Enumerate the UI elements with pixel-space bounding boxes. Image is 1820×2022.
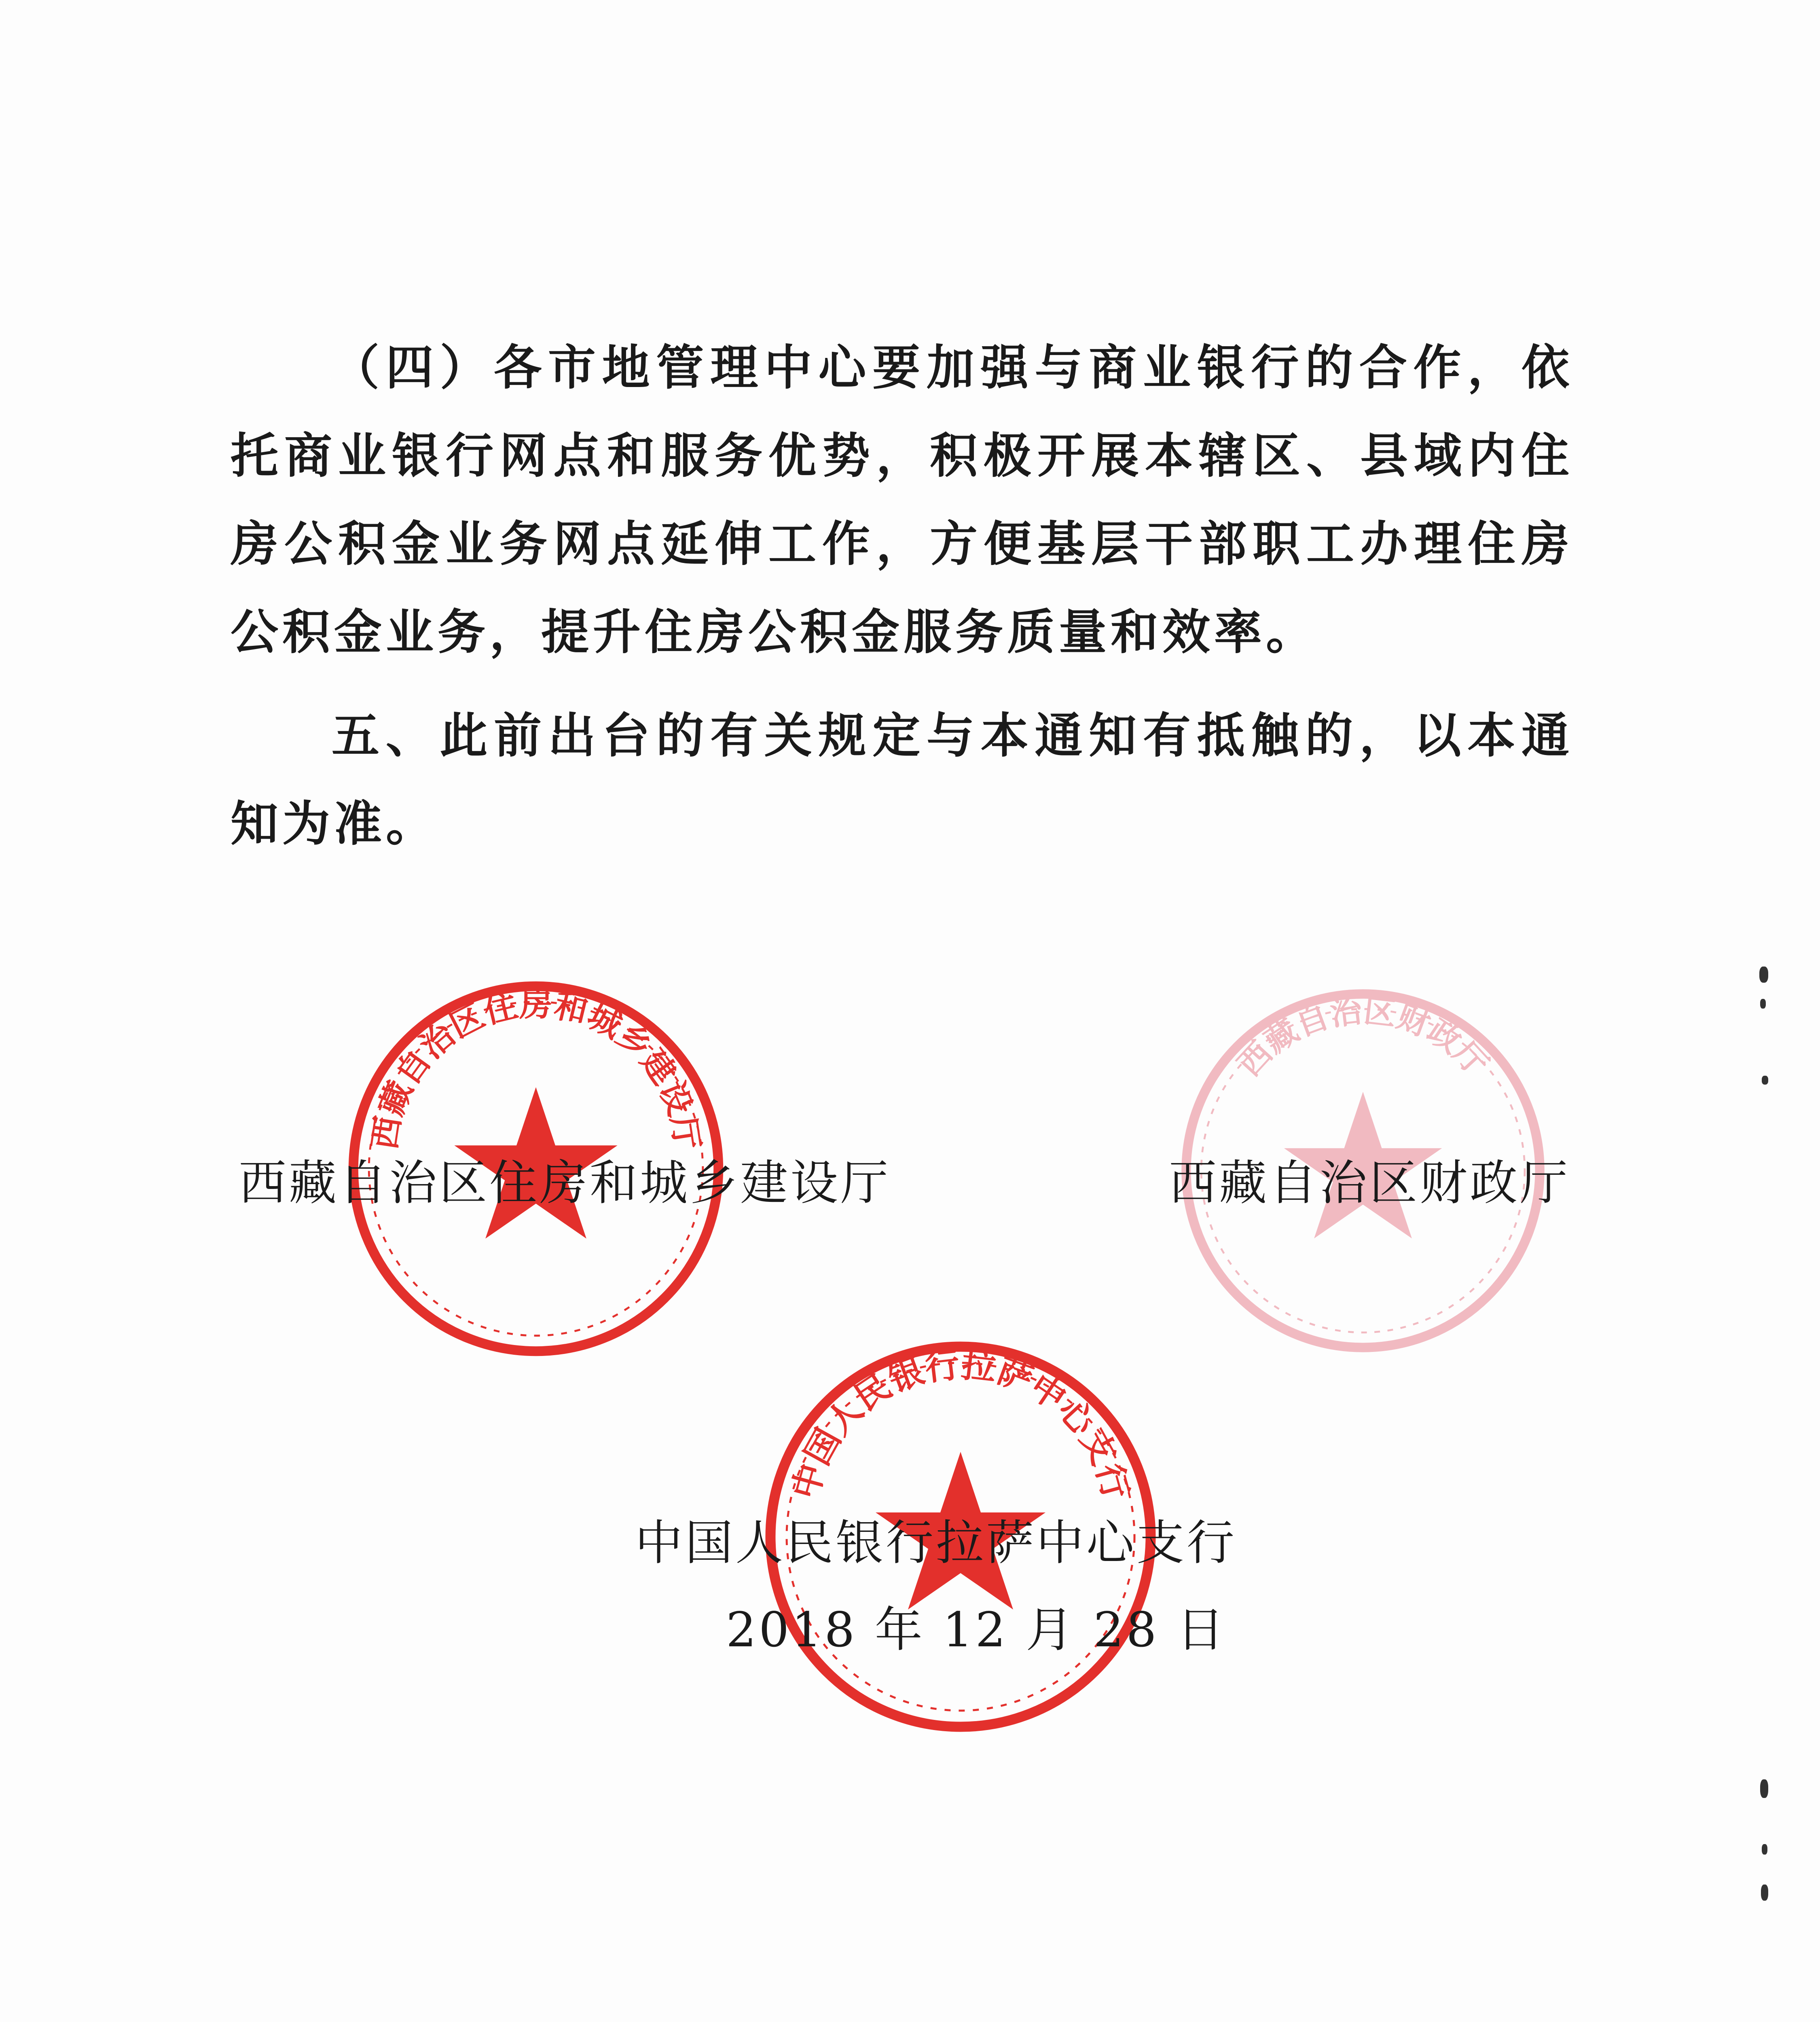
scan-speck bbox=[1761, 1885, 1768, 1901]
pboc-seal-text: 中国人民银行拉萨中心支行 bbox=[785, 1345, 1136, 1503]
signature-housing-dept: 西藏自治区住房和城乡建设厅 bbox=[239, 1155, 891, 1211]
body-paragraph-4: （四）各市地管理中心要加强与商业银行的合作，依托商业银行网点和服务优势，积极开展本辖区、县域内住房公积金业务网点延伸工作，方便基层干部职工办理住房公积金业务，提升住房公积金服务质量和效率。 bbox=[231, 340, 1573, 660]
finance-seal-text: 西藏自治区财政厅 bbox=[1230, 992, 1496, 1083]
scan-speck bbox=[1762, 1844, 1767, 1855]
signature-finance-dept: 西藏自治区财政厅 bbox=[1169, 1155, 1570, 1211]
scan-speck bbox=[1760, 1779, 1768, 1798]
body-paragraph-5: 五、此前出台的有关规定与本通知有抵触的，以本通知为准。 bbox=[231, 708, 1573, 852]
scan-speck bbox=[1760, 999, 1766, 1009]
housing-seal-text: 西藏自治区住房和城乡建设厅 bbox=[365, 985, 707, 1152]
scan-speck bbox=[1759, 967, 1768, 983]
svg-text:西藏自治区财政厅 bbox=[1231, 992, 1495, 1083]
signature-pboc-branch: 中国人民银行拉萨中心支行 bbox=[635, 1515, 1237, 1571]
signature-date: 2018 年 12 月 28 日 bbox=[726, 1602, 1227, 1658]
scan-speck bbox=[1762, 1076, 1768, 1085]
